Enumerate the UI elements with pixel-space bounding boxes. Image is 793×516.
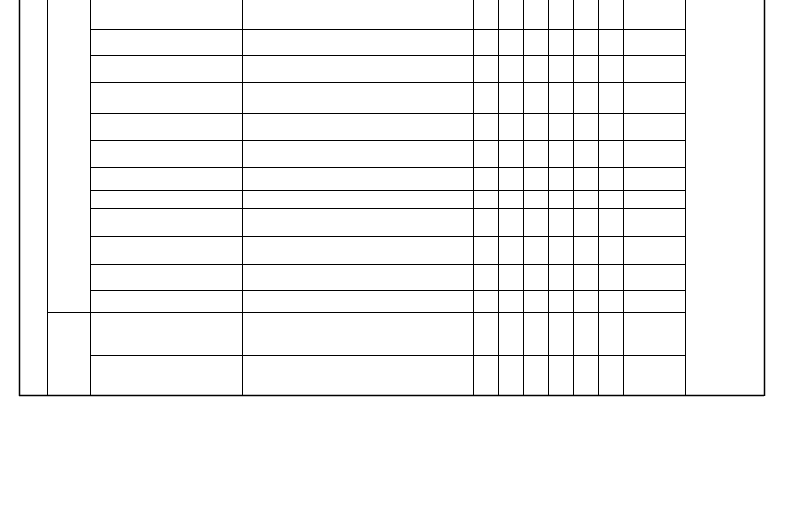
section-heading — [44, 400, 55, 425]
